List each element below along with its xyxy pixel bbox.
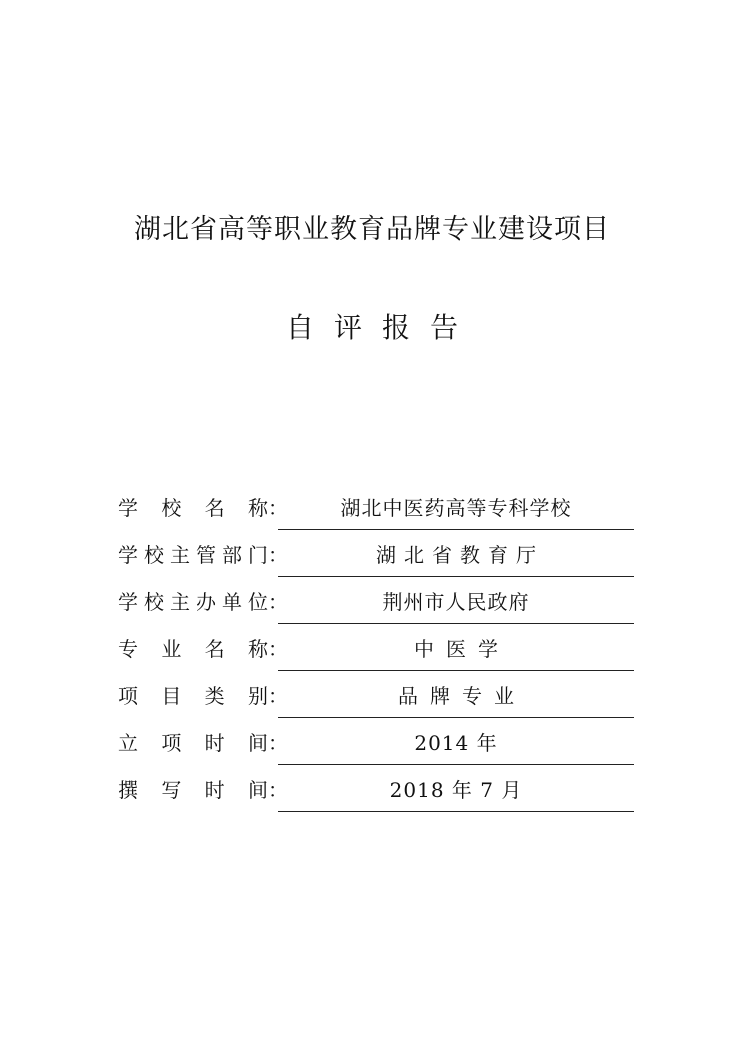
field-value: 中医学 [414, 637, 510, 661]
field-colon: ： [268, 590, 288, 614]
field-colon: ： [268, 496, 288, 520]
field-underline [278, 717, 634, 718]
info-table [118, 488, 634, 817]
field-row-writing-date [118, 770, 634, 817]
field-colon: ： [268, 778, 288, 802]
document-subtitle: 自评报告 [285, 311, 478, 344]
field-underline [278, 811, 634, 812]
field-row-project-category [118, 676, 634, 723]
field-label: 学校主办单位 [118, 590, 268, 614]
field-value: 2018 年 7 月 [389, 778, 523, 802]
field-colon: ： [268, 543, 288, 567]
field-value: 湖北省教育厅 [376, 543, 544, 567]
field-label: 学校名称 [118, 496, 268, 520]
field-colon: ： [268, 684, 288, 708]
field-value: 2014 年 [414, 731, 498, 755]
field-row-approval-date [118, 723, 634, 770]
field-underline [278, 670, 634, 671]
field-value: 湖北中医药高等专科学校 [340, 496, 572, 520]
field-row-sponsor [118, 582, 634, 629]
document-title: 湖北省高等职业教育品牌专业建设项目 [134, 214, 610, 245]
field-row-school-name [118, 488, 634, 535]
field-label: 撰写时间 [118, 778, 268, 802]
field-colon: ： [268, 731, 288, 755]
field-underline [278, 764, 634, 765]
field-colon: ： [268, 637, 288, 661]
field-underline [278, 529, 634, 530]
field-value: 品牌专业 [398, 684, 526, 708]
field-label: 学校主管部门 [118, 543, 268, 567]
field-label: 立项时间 [118, 731, 268, 755]
field-underline [278, 576, 634, 577]
field-underline [278, 623, 634, 624]
field-row-supervisor [118, 535, 634, 582]
field-row-major-name [118, 629, 634, 676]
field-value: 荆州市人民政府 [382, 590, 530, 614]
field-label: 项目类别 [118, 684, 268, 708]
field-label: 专业名称 [118, 637, 268, 661]
